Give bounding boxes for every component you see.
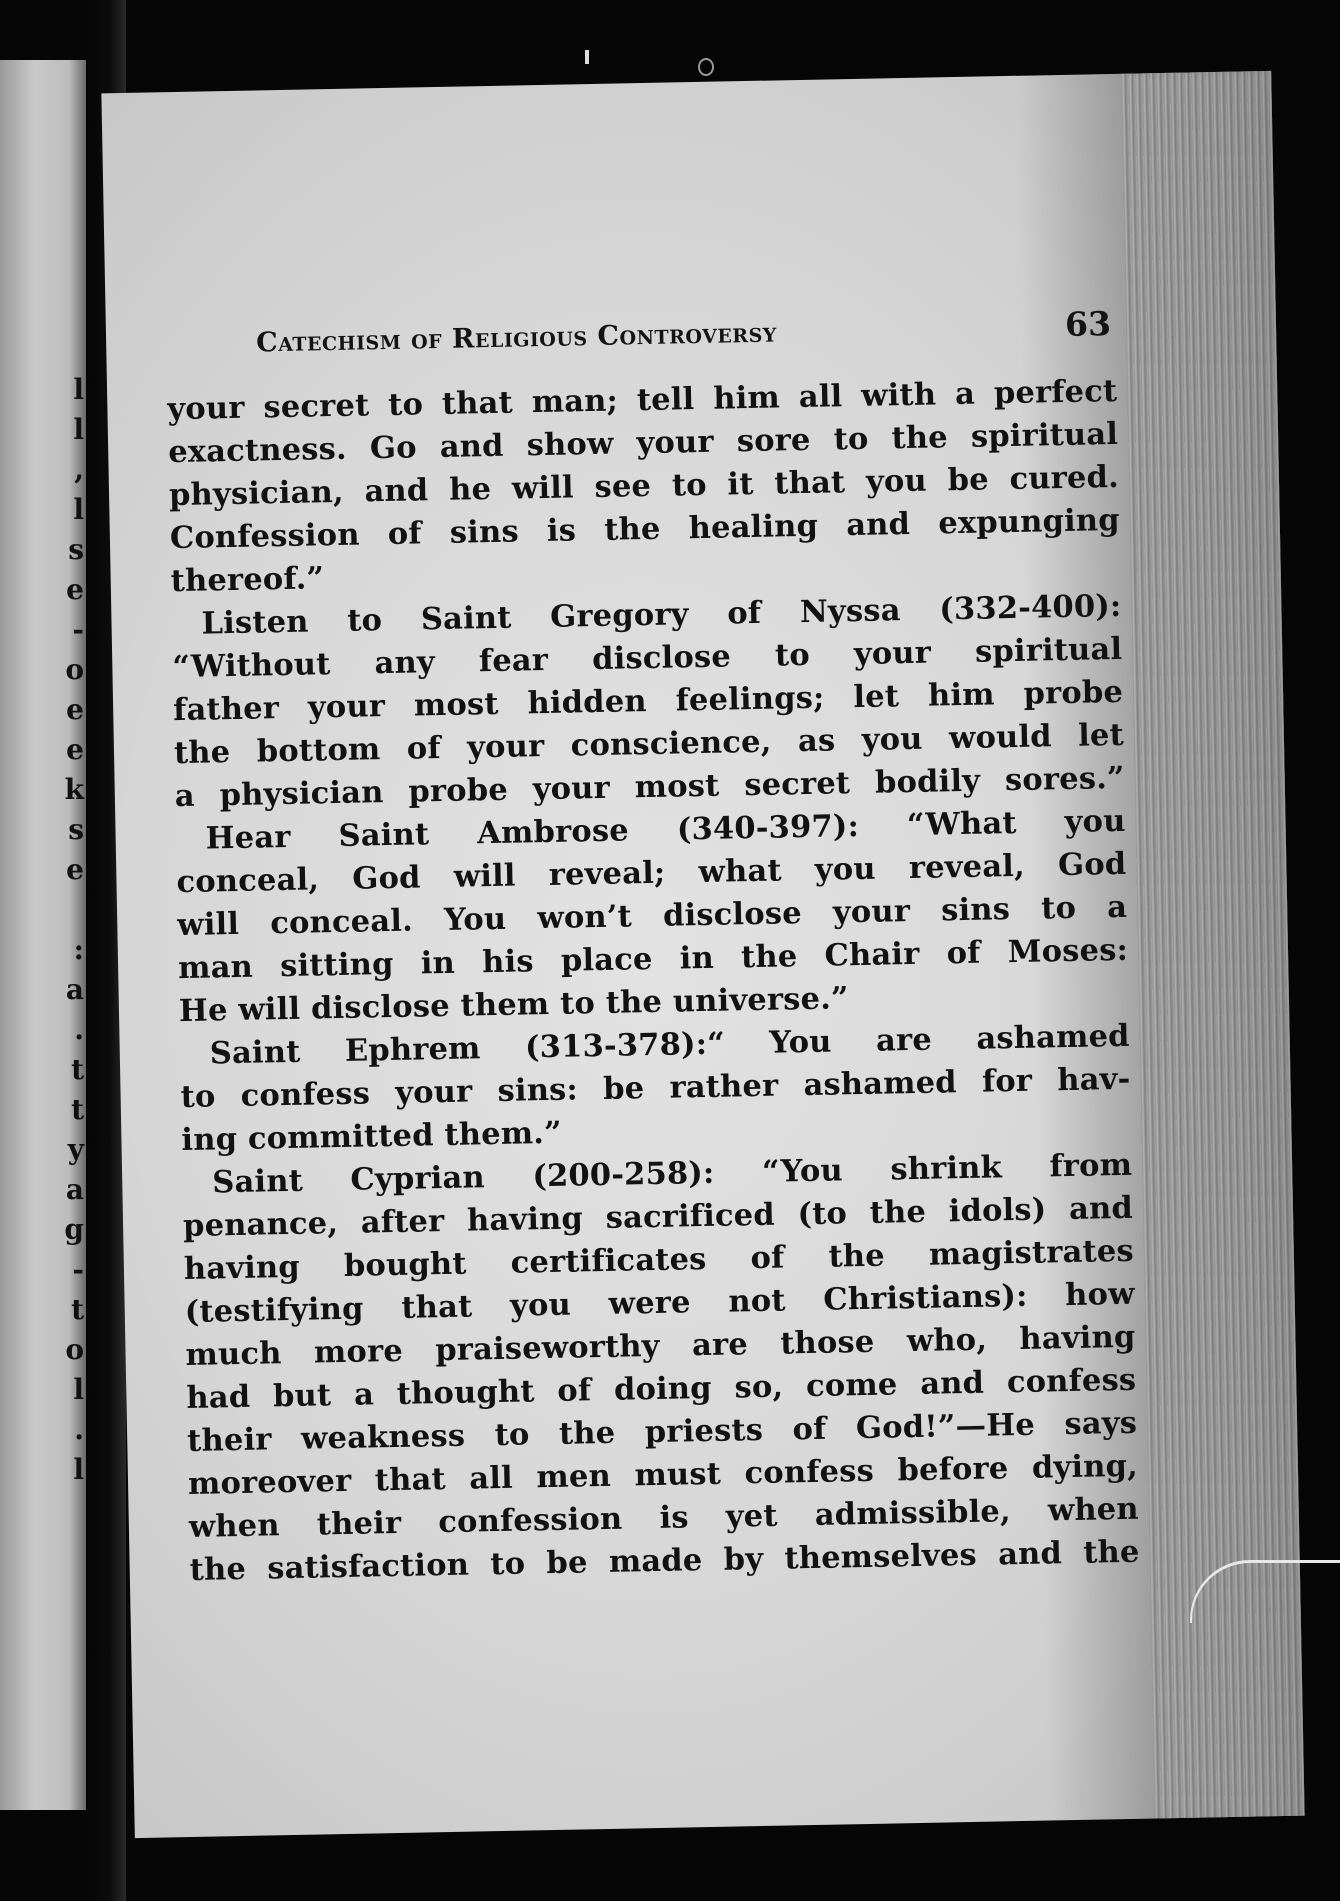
text-line: Saint Cyprian (200-258): “You shrink from xyxy=(211,1146,1133,1201)
edge-char: g xyxy=(64,1213,84,1246)
page-body-text xyxy=(167,370,1140,1592)
edge-char: e xyxy=(66,853,84,886)
scan-artifact-mark xyxy=(585,50,589,64)
text-line: will conceal. You won’t disclose your sins to a xyxy=(176,888,1128,944)
edge-char: e xyxy=(66,733,84,766)
edge-char: l xyxy=(73,413,84,446)
text-line: physician, and he will see to it that you be cured. xyxy=(168,458,1120,514)
text-line: exactness. Go and show your sore to the spiritual xyxy=(167,415,1119,471)
text-line: Confession of sins is the healing and expunging xyxy=(169,501,1121,557)
edge-char: s xyxy=(68,533,84,566)
text-line: to confess your sins: be rather ashamed for hav- xyxy=(180,1060,1131,1116)
text-line: man sitting in his place in the Chair of Moses: xyxy=(177,931,1129,987)
text-line: Listen to Saint Gregory of Nyssa (332-400): xyxy=(201,587,1122,642)
edge-char: o xyxy=(65,1333,84,1366)
running-title: Catechism of Religious Controversy xyxy=(255,317,778,359)
scan-artifact-mark xyxy=(698,58,714,76)
text-line: Hear Saint Ambrose (340-397): “What you xyxy=(205,802,1126,857)
edge-char: - xyxy=(72,613,84,646)
text-line: much more praiseworthy are those who, having xyxy=(185,1318,1136,1374)
page-edge-shadow xyxy=(1121,71,1304,1819)
edge-char: - xyxy=(72,1253,84,1286)
edge-char: t xyxy=(71,1053,84,1086)
edge-char: o xyxy=(65,653,84,686)
text-line: a physician probe your most secret bodily sores.” xyxy=(174,759,1126,815)
text-line: moreover that all men must confess before dying, xyxy=(187,1447,1139,1502)
text-line: thereof.” xyxy=(170,560,325,600)
text-line: penance, after having sacrificed (to the idols) and xyxy=(182,1189,1134,1245)
text-line: the bottom of your conscience, as you would let xyxy=(173,716,1125,772)
edge-char: e xyxy=(66,573,84,606)
edge-char: s xyxy=(68,813,84,846)
text-line: Saint Ephrem (313-378):“ You are ashamed xyxy=(209,1017,1130,1072)
text-line: “Without any fear disclose to your spiritual xyxy=(172,630,1123,686)
edge-char: . xyxy=(74,1013,84,1046)
edge-char: l xyxy=(73,493,84,526)
text-line: He will disclose them to the universe.” xyxy=(178,980,850,1030)
text-line: your secret to that man; tell him all with a perfect xyxy=(167,372,1118,428)
text-line: father your most hidden feelings; let him probe xyxy=(172,673,1124,729)
edge-char: y xyxy=(67,1133,84,1166)
edge-char: . xyxy=(74,1413,84,1446)
text-line: having bought certificates of the magistrates xyxy=(183,1232,1135,1288)
edge-char: k xyxy=(64,773,84,806)
edge-char: : xyxy=(73,933,84,966)
edge-char: t xyxy=(71,1093,84,1126)
edge-char: e xyxy=(66,693,84,726)
text-line: conceal, God will reveal; what you reveal, God xyxy=(176,845,1127,901)
text-line: their weakness to the priests of God!”—He says xyxy=(186,1404,1138,1459)
left-page-cut-off-text xyxy=(60,370,84,1490)
text-line: when their confession is yet admissible, when xyxy=(188,1490,1140,1545)
left-facing-page-edge xyxy=(0,60,86,1810)
edge-char: a xyxy=(65,1173,84,1206)
text-line: (testifying that you were not Christians): how xyxy=(184,1275,1135,1331)
edge-char: l xyxy=(73,1373,84,1406)
text-line: the satisfaction to be made by themselves and the xyxy=(189,1533,1140,1588)
book-page xyxy=(101,71,1304,1838)
edge-char: , xyxy=(74,453,84,486)
edge-char: l xyxy=(73,1453,84,1486)
text-line: had but a thought of doing so, come and confess xyxy=(186,1361,1137,1416)
edge-char: a xyxy=(65,973,84,1006)
text-line: ing committed them.” xyxy=(181,1114,563,1159)
page-number: 63 xyxy=(1064,304,1112,344)
edge-char xyxy=(60,890,84,930)
edge-char: t xyxy=(71,1293,84,1326)
edge-char: l xyxy=(73,373,84,406)
running-header xyxy=(256,304,1112,359)
